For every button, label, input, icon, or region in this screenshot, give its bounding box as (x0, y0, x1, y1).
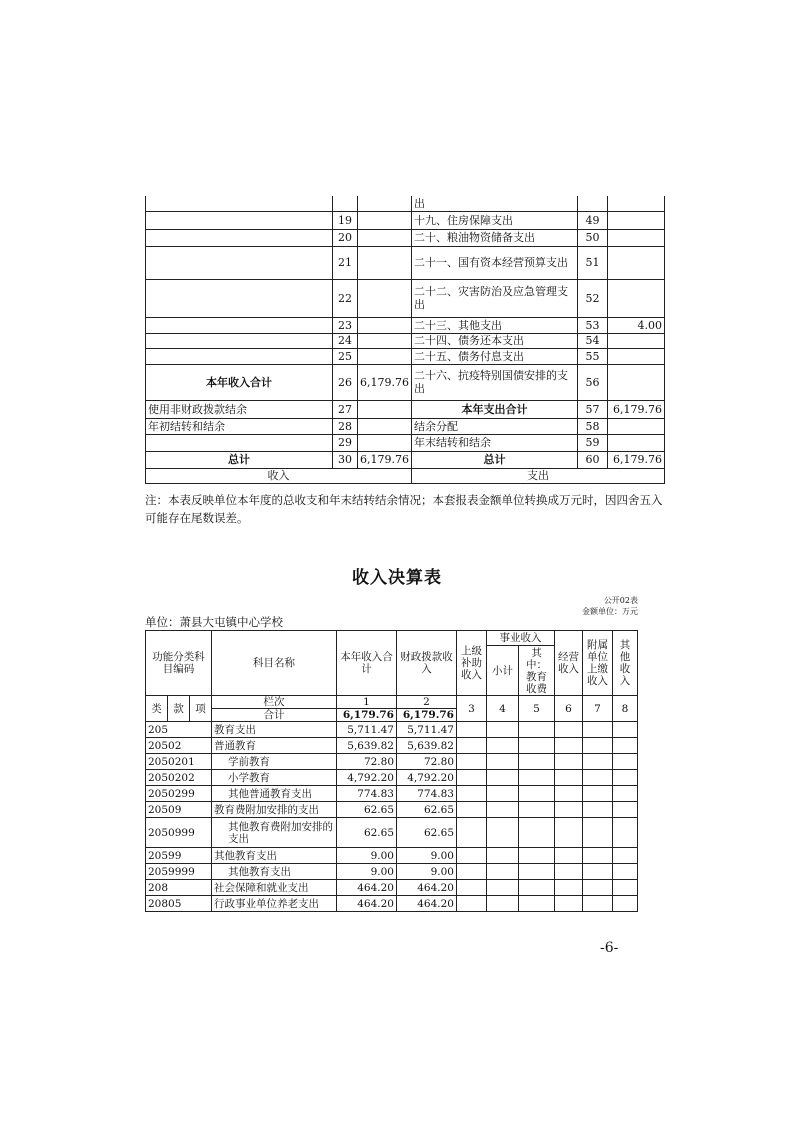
income-item: 本年收入合计 (146, 364, 333, 400)
page-title: 收入决算表 (352, 568, 442, 588)
row-empty-col-6 (555, 818, 583, 848)
row-empty-col-4 (487, 770, 519, 786)
col-num-3: 3 (457, 696, 487, 722)
row-empty-col-7 (583, 754, 613, 770)
row-empty-col-3 (457, 770, 487, 786)
income-row (146, 880, 638, 896)
row-empty-col-3 (457, 738, 487, 754)
row-empty-col-5 (519, 848, 555, 864)
expense-amount (608, 418, 665, 434)
income-line-no: 19 (333, 211, 358, 229)
income-amount (358, 434, 412, 451)
expense-line-no: 58 (578, 418, 608, 434)
income-item: 年初结转和结余 (146, 418, 333, 434)
row-empty-col-7 (583, 786, 613, 802)
header-edu-fee: 其中：教育收费 (519, 646, 555, 696)
row-empty-col-7 (583, 802, 613, 818)
row-empty-col-8 (613, 864, 638, 880)
summary-row (146, 333, 665, 348)
expense-amount (608, 229, 665, 246)
row-amount-c2: 464.20 (397, 896, 457, 912)
header-subtotal: 小计 (487, 646, 519, 696)
header-total-income: 本年收入合计 (337, 631, 397, 696)
income-amount (358, 211, 412, 229)
expense-item: 二十五、债务付息支出 (412, 348, 578, 364)
income-amount (358, 348, 412, 364)
expense-item: 二十二、灾害防治及应急管理支出 (412, 279, 578, 317)
row-amount-c2: 72.80 (397, 754, 457, 770)
income-row (146, 864, 638, 880)
income-item: 总计 (146, 451, 333, 468)
row-empty-col-4 (487, 722, 519, 738)
income-item (146, 246, 333, 279)
row-subject-name: 其他普通教育支出 (212, 786, 337, 802)
form-code-label: 公开02表 (603, 596, 638, 605)
income-amount: 6,179.76 (358, 451, 412, 468)
row-empty-col-6 (555, 754, 583, 770)
row-empty-col-4 (487, 818, 519, 848)
row-empty-col-8 (613, 896, 638, 912)
row-amount-c1: 9.00 (337, 864, 397, 880)
col-num-6: 6 (555, 696, 583, 722)
row-empty-col-5 (519, 754, 555, 770)
row-code: 2050999 (146, 818, 212, 848)
income-item (146, 434, 333, 451)
income-line-no: 21 (333, 246, 358, 279)
row-empty-col-8 (613, 754, 638, 770)
expense-amount: 6,179.76 (608, 400, 665, 418)
expense-item: 本年支出合计 (412, 400, 578, 418)
income-item (146, 196, 333, 211)
row-empty-col-4 (487, 880, 519, 896)
row-amount-c1: 774.83 (337, 786, 397, 802)
expense-item: 二十、粮油物资储备支出 (412, 229, 578, 246)
summary-row (146, 246, 665, 279)
row-amount-c2: 4,792.20 (397, 770, 457, 786)
row-empty-col-7 (583, 738, 613, 754)
table-note: 注：本表反映单位本年度的总收支和年末结转结余情况；本套报表金额单位转换成万元时，因四舍五入可能存在尾数误差。 (145, 493, 663, 525)
row-empty-col-8 (613, 818, 638, 848)
row-empty-col-7 (583, 770, 613, 786)
income-item (146, 211, 333, 229)
row-amount-c2: 464.20 (397, 880, 457, 896)
header-fiscal-appropriation: 财政拨款收入 (397, 631, 457, 696)
expense-line-no: 59 (578, 434, 608, 451)
income-line-no: 27 (333, 400, 358, 418)
summary-row (146, 229, 665, 246)
income-amount (358, 279, 412, 317)
income-line-no: 25 (333, 348, 358, 364)
income-item (146, 279, 333, 317)
summary-footer-row (146, 468, 665, 483)
summary-row (146, 364, 665, 400)
row-amount-c1: 9.00 (337, 848, 397, 864)
expense-item: 二十六、抗疫特别国债安排的支出 (412, 364, 578, 400)
expense-amount (608, 211, 665, 229)
income-line-no: 26 (333, 364, 358, 400)
row-amount-c2: 5,639.82 (397, 738, 457, 754)
col-num-8: 8 (613, 696, 638, 722)
row-empty-col-5 (519, 770, 555, 786)
row-empty-col-7 (583, 864, 613, 880)
income-line-no: 24 (333, 333, 358, 348)
income-row (146, 738, 638, 754)
expense-line-no: 56 (578, 364, 608, 400)
row-empty-col-6 (555, 848, 583, 864)
col-num-5: 5 (519, 696, 555, 722)
row-empty-col-8 (613, 880, 638, 896)
row-empty-col-6 (555, 722, 583, 738)
unit-label: 单位：萧县大屯镇中心学校 (145, 615, 283, 629)
row-subject-name: 教育费附加安排的支出 (212, 802, 337, 818)
income-line-no (333, 196, 358, 211)
row-empty-col-5 (519, 818, 555, 848)
row-empty-col-5 (519, 786, 555, 802)
row-empty-col-7 (583, 880, 613, 896)
income-item (146, 229, 333, 246)
income-line-no: 28 (333, 418, 358, 434)
expense-line-no: 50 (578, 229, 608, 246)
income-amount (358, 246, 412, 279)
row-empty-col-6 (555, 864, 583, 880)
income-table (145, 630, 638, 912)
row-amount-c2: 62.65 (397, 802, 457, 818)
footer-expense-label: 支出 (412, 468, 665, 483)
expense-line-no: 49 (578, 211, 608, 229)
row-empty-col-5 (519, 880, 555, 896)
expense-amount (608, 434, 665, 451)
income-amount (358, 317, 412, 333)
row-empty-col-4 (487, 754, 519, 770)
expense-item: 年末结转和结余 (412, 434, 578, 451)
row-subject-name: 其他教育费附加安排的支出 (212, 818, 337, 848)
row-code: 205 (146, 722, 212, 738)
row-empty-col-4 (487, 786, 519, 802)
row-empty-col-8 (613, 738, 638, 754)
expense-line-no: 51 (578, 246, 608, 279)
expense-item: 总计 (412, 451, 578, 468)
row-code: 20805 (146, 896, 212, 912)
expense-item: 二十三、其他支出 (412, 317, 578, 333)
income-row (146, 818, 638, 848)
amount-unit-label: 金额单位：万元 (582, 607, 638, 616)
row-empty-col-4 (487, 848, 519, 864)
income-item (146, 317, 333, 333)
row-code: 2059999 (146, 864, 212, 880)
summary-row (146, 418, 665, 434)
col-num-4: 4 (487, 696, 519, 722)
expense-item: 十九、住房保障支出 (412, 211, 578, 229)
expense-amount: 4.00 (608, 317, 665, 333)
expense-amount (608, 279, 665, 317)
row-empty-col-5 (519, 802, 555, 818)
row-empty-col-7 (583, 848, 613, 864)
income-amount: 6,179.76 (358, 364, 412, 400)
income-row (146, 802, 638, 818)
row-amount-c2: 62.65 (397, 818, 457, 848)
row-subject-name: 其他教育支出 (212, 864, 337, 880)
income-row (146, 722, 638, 738)
row-empty-col-4 (487, 896, 519, 912)
summary-table (145, 196, 665, 484)
row-empty-col-7 (583, 722, 613, 738)
expense-amount (608, 348, 665, 364)
income-row (146, 896, 638, 912)
row-empty-col-3 (457, 818, 487, 848)
income-line-no: 30 (333, 451, 358, 468)
row-empty-col-8 (613, 802, 638, 818)
expense-amount (608, 333, 665, 348)
row-amount-c1: 72.80 (337, 754, 397, 770)
total-value-1: 6,179.76 (337, 709, 397, 722)
expense-line-no: 52 (578, 279, 608, 317)
col-num-7: 7 (583, 696, 613, 722)
expense-item: 结余分配 (412, 418, 578, 434)
row-amount-c1: 62.65 (337, 818, 397, 848)
row-code: 2050201 (146, 754, 212, 770)
col-num-1: 1 (337, 696, 397, 709)
row-amount-c1: 4,792.20 (337, 770, 397, 786)
income-item: 使用非财政拨款结余 (146, 400, 333, 418)
row-code: 20509 (146, 802, 212, 818)
row-code: 20502 (146, 738, 212, 754)
summary-row (146, 434, 665, 451)
income-row (146, 770, 638, 786)
row-empty-col-3 (457, 786, 487, 802)
expense-line-no: 60 (578, 451, 608, 468)
header-operating-income: 经营收入 (555, 631, 583, 696)
row-amount-c2: 774.83 (397, 786, 457, 802)
row-amount-c1: 464.20 (337, 880, 397, 896)
expense-line-no: 53 (578, 317, 608, 333)
expense-item: 出 (412, 196, 578, 211)
row-empty-col-8 (613, 722, 638, 738)
row-empty-col-4 (487, 802, 519, 818)
row-empty-col-8 (613, 770, 638, 786)
income-amount (358, 229, 412, 246)
expense-item: 二十四、债务还本支出 (412, 333, 578, 348)
summary-row (146, 348, 665, 364)
income-amount (358, 333, 412, 348)
expense-line-no (578, 196, 608, 211)
expense-line-no: 55 (578, 348, 608, 364)
summary-row (146, 451, 665, 468)
income-amount (358, 400, 412, 418)
row-empty-col-3 (457, 864, 487, 880)
row-empty-col-8 (613, 848, 638, 864)
expense-amount (608, 196, 665, 211)
footer-income-label: 收入 (146, 468, 412, 483)
row-amount-c1: 464.20 (337, 896, 397, 912)
header-func-code: 功能分类科目编码 (146, 631, 212, 696)
income-row (146, 754, 638, 770)
total-label: 合计 (212, 709, 337, 722)
expense-amount: 6,179.76 (608, 451, 665, 468)
row-amount-c1: 62.65 (337, 802, 397, 818)
row-empty-col-6 (555, 802, 583, 818)
header-other-income: 其他收入 (613, 631, 638, 696)
row-empty-col-3 (457, 880, 487, 896)
income-line-no: 22 (333, 279, 358, 317)
income-item (146, 333, 333, 348)
row-empty-col-6 (555, 880, 583, 896)
income-line-no: 23 (333, 317, 358, 333)
row-subject-name: 其他教育支出 (212, 848, 337, 864)
header-subject-name: 科目名称 (212, 631, 337, 696)
header-kuan: 款 (168, 696, 190, 722)
row-empty-col-5 (519, 864, 555, 880)
income-line-no: 20 (333, 229, 358, 246)
income-amount (358, 418, 412, 434)
income-line-no: 29 (333, 434, 358, 451)
income-row (146, 848, 638, 864)
row-amount-c1: 5,639.82 (337, 738, 397, 754)
header-column-order: 栏次 (212, 696, 337, 709)
row-empty-col-3 (457, 754, 487, 770)
header-business-income: 事业收入 (487, 631, 555, 646)
row-empty-col-6 (555, 896, 583, 912)
row-code: 20599 (146, 848, 212, 864)
header-superior-subsidy: 上级补助收入 (457, 631, 487, 696)
income-row (146, 786, 638, 802)
row-empty-col-7 (583, 896, 613, 912)
row-empty-col-6 (555, 770, 583, 786)
income-amount (358, 196, 412, 211)
expense-item: 二十一、国有资本经营预算支出 (412, 246, 578, 279)
row-empty-col-3 (457, 802, 487, 818)
row-subject-name: 社会保障和就业支出 (212, 880, 337, 896)
row-empty-col-3 (457, 896, 487, 912)
row-empty-col-4 (487, 738, 519, 754)
summary-row (146, 279, 665, 317)
row-subject-name: 教育支出 (212, 722, 337, 738)
summary-row (146, 400, 665, 418)
row-empty-col-4 (487, 864, 519, 880)
row-empty-col-6 (555, 738, 583, 754)
col-num-2: 2 (397, 696, 457, 709)
row-empty-col-7 (583, 818, 613, 848)
row-empty-col-3 (457, 848, 487, 864)
page-number: -6- (600, 940, 619, 956)
expense-line-no: 57 (578, 400, 608, 418)
summary-row (146, 317, 665, 333)
row-amount-c2: 9.00 (397, 848, 457, 864)
summary-row (146, 211, 665, 229)
row-subject-name: 小学教育 (212, 770, 337, 786)
row-amount-c2: 9.00 (397, 864, 457, 880)
row-amount-c2: 5,711.47 (397, 722, 457, 738)
row-empty-col-5 (519, 738, 555, 754)
form-code (560, 595, 638, 617)
row-empty-col-5 (519, 722, 555, 738)
expense-amount (608, 364, 665, 400)
header-xiang: 项 (190, 696, 212, 722)
header-affiliated-income: 附属单位上缴收入 (583, 631, 613, 696)
row-empty-col-5 (519, 896, 555, 912)
expense-amount (608, 246, 665, 279)
total-value-2: 6,179.76 (397, 709, 457, 722)
row-empty-col-8 (613, 786, 638, 802)
row-subject-name: 普通教育 (212, 738, 337, 754)
row-empty-col-3 (457, 722, 487, 738)
header-lei: 类 (146, 696, 168, 722)
income-item (146, 348, 333, 364)
expense-line-no: 54 (578, 333, 608, 348)
row-code: 2050202 (146, 770, 212, 786)
summary-row (146, 196, 665, 211)
row-code: 2050299 (146, 786, 212, 802)
row-amount-c1: 5,711.47 (337, 722, 397, 738)
row-code: 208 (146, 880, 212, 896)
row-subject-name: 学前教育 (212, 754, 337, 770)
row-empty-col-6 (555, 786, 583, 802)
row-subject-name: 行政事业单位养老支出 (212, 896, 337, 912)
